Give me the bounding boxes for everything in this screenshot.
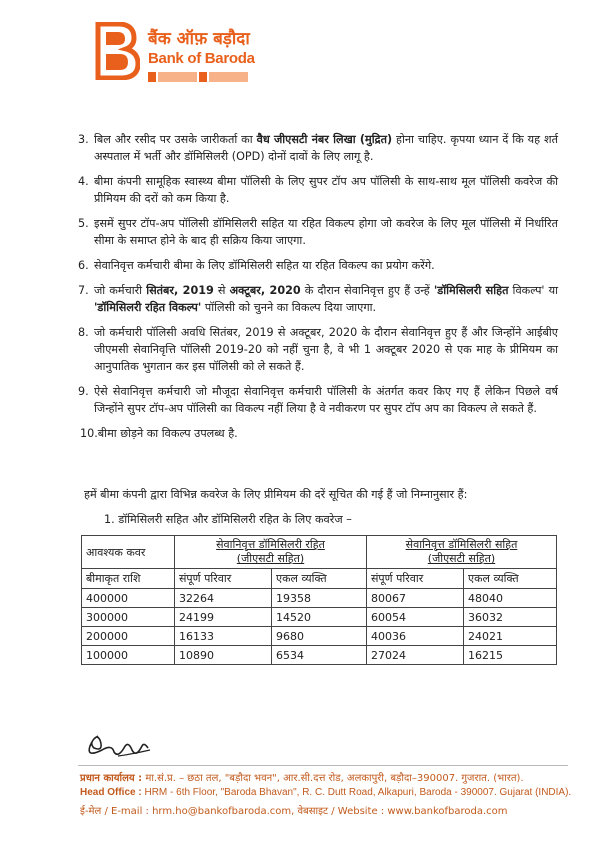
table-cell: 27024 [367, 646, 464, 665]
intro-text: हमें बीमा कंपनी द्वारा विभिन्न कवरेज के लिए प्रीमियम की दरें सूचित की गई हैं जो निम्नानुसार हैं: [84, 488, 468, 501]
table-cell: 10890 [175, 646, 272, 665]
table-cell: 60054 [367, 608, 464, 627]
table-cell: 16133 [175, 627, 272, 646]
table-cell: 24021 [464, 627, 557, 646]
term-item [78, 215, 558, 249]
term-text: ऐसे सेवानिवृत्त कर्मचारी जो मौजूदा सेवानिवृत्त कर्मचारी पॉलिसी के अंतर्गत कवर किए गए हैं लेकिन पिछले वर्ष जिन्होंने सुपर टॉप-अप पॉलिसी का विकल्प नहीं लिया है वे नवीकरण पर सुपर टॉप अप का विकल्प ले सकते हैं. [94, 385, 558, 415]
term-text: बिल और रसीद पर उसके जारीकर्ता का वैध जीएसटी नंबर लिखा (मुद्रित) होना चाहिए. कृपया ध्यान दें कि यह शर्त अस्पताल में भर्ती और डॉमिसिलरी (OPD) दोनों दावों के लिए लागू है. [94, 133, 558, 163]
table-header-row [82, 536, 557, 569]
header-single: एकल व्यक्ति [272, 569, 367, 589]
table-row [82, 589, 557, 608]
header-without-domiciliary: सेवानिवृत्त डॉमिसिलरी रहित (जीएसटी सहित) [175, 536, 367, 569]
term-item [78, 131, 558, 165]
coverage-subheading: 1. डॉमिसिलरी सहित और डॉमिसिलरी रहित के लिए कवरेज – [104, 513, 352, 526]
header-family-2: संपूर्ण परिवार [367, 569, 464, 589]
table-row [82, 627, 557, 646]
table-cell: 14520 [272, 608, 367, 627]
footer-contact: ई-मेल / E-mail : hrm.ho@bankofbaroda.com, वेबसाइट / Website : www.bankofbaroda.com [80, 806, 508, 817]
table-cell: 9680 [272, 627, 367, 646]
term-text: बीमा छोड़ने का विकल्प उपलब्ध है. [97, 427, 238, 440]
table-cell: 48040 [464, 589, 557, 608]
premium-table [81, 535, 557, 665]
footer-head-office-hindi: प्रधान कार्यालय : मा.सं.प्र. – छठा तल, "बड़ौदा भवन", आर.सी.दत्त रोड, अलकापुरी, बड़ौदा–390007. गुजरात. (भारत). [80, 773, 524, 784]
table-cell: 400000 [82, 589, 175, 608]
table-cell: 40036 [367, 627, 464, 646]
term-text: जो कर्मचारी सितंबर, 2019 से अक्टूबर, 2020 के दौरान सेवानिवृत्त हुए हैं उन्हें 'डॉमिसिलरी सहित विकल्प' या 'डॉमिसिलरी रहित विकल्प' पॉलिसी को चुनने का विकल्प दिया जाएगा. [94, 284, 558, 314]
terms-list [78, 131, 558, 450]
term-item [78, 257, 558, 274]
term-number: 5. [78, 217, 89, 230]
term-number: 8. [78, 326, 89, 339]
signature [78, 728, 168, 768]
footer-head-office-english: Head Office : HRM - 6th Floor, "Baroda Bhavan", R. C. Dutt Road, Alkapuri, Baroda - 390007. Gujarat (INDIA). [80, 787, 572, 798]
bank-of-baroda-logo-icon [94, 22, 140, 80]
table-cell: 200000 [82, 627, 175, 646]
term-text: जो कर्मचारी पॉलिसी अवधि सितंबर, 2019 से अक्टूबर, 2020 के दौरान सेवानिवृत्त हुए हैं और जिन्होंने आईबीए जीएमसी सेवानिवृत्ति पॉलिसी 2019-20 को नहीं चुना है, वे भी 1 अक्टूबर 2020 से एक माह के प्रीमियम का आनुपातिक भुगतान कर इस पॉलिसी को ले सकते हैं. [94, 326, 558, 373]
table-subheader-row [82, 569, 557, 589]
term-number: 7. [78, 284, 89, 297]
table-cell: 32264 [175, 589, 272, 608]
term-number: 4. [78, 175, 89, 188]
term-item [78, 173, 558, 207]
footer-divider [78, 765, 568, 766]
table-cell: 16215 [464, 646, 557, 665]
term-number: 6. [78, 259, 89, 272]
header-cover: आवश्यक कवर [82, 536, 175, 569]
table-cell: 19358 [272, 589, 367, 608]
header-single-2: एकल व्यक्ति [464, 569, 557, 589]
table-cell: 80067 [367, 589, 464, 608]
term-number: 9. [78, 385, 89, 398]
header-sum-insured: बीमाकृत राशि [82, 569, 175, 589]
header-with-domiciliary: सेवानिवृत्त डॉमिसिलरी सहित (जीएसटी सहित) [367, 536, 557, 569]
table-cell: 24199 [175, 608, 272, 627]
term-text: सेवानिवृत्त कर्मचारी बीमा के लिए डॉमिसिलरी सहित या रहित विकल्प का प्रयोग करेंगे. [94, 259, 435, 272]
term-item [80, 425, 558, 442]
term-item [78, 324, 558, 375]
logo-name-english: Bank of Baroda [148, 50, 255, 67]
table-cell: 6534 [272, 646, 367, 665]
table-row [82, 646, 557, 665]
term-number: 3. [78, 133, 89, 146]
logo-strip [148, 72, 248, 82]
term-item [78, 383, 558, 417]
table-cell: 36032 [464, 608, 557, 627]
header-family: संपूर्ण परिवार [175, 569, 272, 589]
table-cell: 300000 [82, 608, 175, 627]
term-number: 10. [80, 427, 98, 440]
term-text: बीमा कंपनी सामूहिक स्वास्थ्य बीमा पॉलिसी के लिए सुपर टॉप अप पॉलिसी के साथ-साथ मूल पॉलिसी कवरेज की प्रीमियम की दरों को कम किया है. [94, 175, 558, 205]
term-item [78, 282, 558, 316]
bank-logo [94, 22, 264, 102]
table-row [82, 608, 557, 627]
table-cell: 100000 [82, 646, 175, 665]
term-text: इसमें सुपर टॉप-अप पॉलिसी डॉमिसिलरी सहित या रहित विकल्प होगा जो कवरेज के लिए मूल पॉलिसी में निर्धारित सीमा के समाप्त होने के बाद ही सक्रिय किया जाएगा. [94, 217, 558, 247]
logo-name-hindi: बैंक ऑफ़ बड़ौदा [148, 29, 250, 49]
